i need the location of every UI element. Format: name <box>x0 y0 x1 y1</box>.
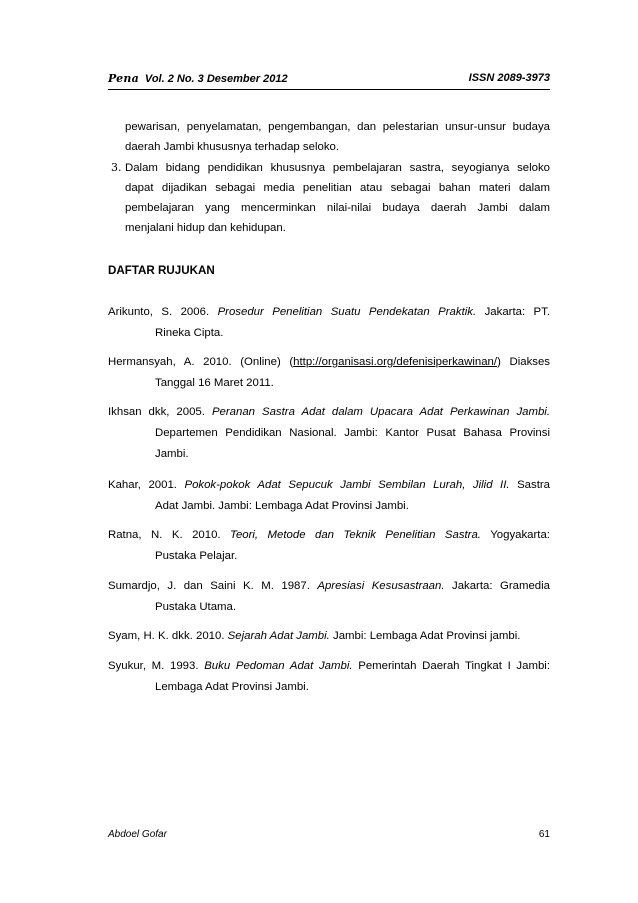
list-number: 3. <box>111 161 122 174</box>
reference-publisher: Jakarta: PT. <box>484 306 551 318</box>
reference-title: Apresiasi Kesusastraan. <box>317 580 445 592</box>
text-line: daerah Jambi khususnya terhadap seloko. <box>125 141 340 153</box>
text-line: dapat dijadikan sebagai media penelitian atau sebagai bahan materi dalam <box>125 182 550 194</box>
reference-title: Pokok-pokok Adat Sepucuk Jambi Sembilan Lurah, Jilid II. <box>184 479 510 491</box>
reference-line <box>108 352 550 373</box>
reference-author: Sumardjo, J. dan Saini K. M. 1987. <box>108 580 310 592</box>
reference-entry <box>108 576 550 618</box>
reference-title: Peranan Sastra Adat dalam Upacara Adat Perkawinan Jambi. <box>211 406 550 418</box>
footer-author: Abdoel Gofar <box>108 829 167 840</box>
reference-author: Syam, H. K. dkk. 2010. <box>108 630 225 642</box>
reference-publisher: Sastra <box>517 479 550 491</box>
references-heading: DAFTAR RUJUKAN <box>108 264 215 277</box>
reference-line <box>108 302 550 323</box>
reference-line <box>108 402 550 423</box>
reference-entry <box>108 626 550 647</box>
header-rule <box>108 89 550 90</box>
reference-entry <box>108 525 550 567</box>
reference-line <box>108 656 550 677</box>
reference-continuation: Jambi. <box>155 448 189 460</box>
reference-line <box>108 626 550 647</box>
reference-title: Teori, Metode dan Teknik Penelitian Sastra. <box>230 529 481 541</box>
reference-continuation: Rineka Cipta. <box>155 327 224 339</box>
list-item-3 <box>125 158 550 238</box>
text-line: Dalam bidang pendidikan khususnya pembelajaran sastra, seyogianya seloko <box>125 162 550 174</box>
reference-continuation: Pustaka Pelajar. <box>155 550 238 562</box>
reference-author: Hermansyah, A. 2010. (Online) ( <box>108 356 294 368</box>
reference-publisher: Jambi: Lembaga Adat Provinsi jambi. <box>333 630 521 642</box>
reference-line <box>108 576 550 597</box>
reference-author: Ikhsan dkk, 2005. <box>108 406 205 418</box>
reference-publisher: Pemerintah Daerah Tingkat I Jambi: <box>358 660 550 672</box>
reference-entry <box>108 656 550 698</box>
reference-continuation: Lembaga Adat Provinsi Jambi. <box>155 681 309 693</box>
reference-line <box>108 525 550 546</box>
running-header <box>108 72 550 88</box>
reference-entry <box>108 302 550 344</box>
intro-continuation <box>125 117 550 157</box>
journal-volume: Vol. 2 No. 3 Desember 2012 <box>144 73 288 85</box>
reference-continuation: Adat Jambi. Jambi: Lembaga Adat Provinsi Jambi. <box>155 500 409 512</box>
text-line: pewarisan, penyelamatan, pengembangan, dan pelestarian unsur-unsur budaya <box>125 121 550 133</box>
reference-publisher: ) Diakses <box>497 356 550 368</box>
text-line: menjalani hidup dan kehidupan. <box>125 222 286 234</box>
reference-author: Ratna, N. K. 2010. <box>108 529 221 541</box>
reference-entry <box>108 475 550 517</box>
journal-issn: ISSN 2089-3973 <box>468 72 550 84</box>
text-line: pembelajaran yang mencerminkan nilai-nilai budaya daerah Jambi dalam <box>125 202 550 214</box>
reference-title: Sejarah Adat Jambi. <box>227 630 330 642</box>
reference-author: Kahar, 2001. <box>108 479 177 491</box>
reference-link[interactable]: http://organisasi.org/defenisiperkawinan/ <box>293 356 498 368</box>
reference-continuation: Tanggal 16 Maret 2011. <box>155 377 274 389</box>
reference-publisher: Yogyakarta: <box>490 529 550 541</box>
reference-entry <box>108 402 550 465</box>
reference-title: Buku Pedoman Adat Jambi. <box>204 660 353 672</box>
journal-logo: Pena <box>108 72 139 85</box>
reference-continuation: Departemen Pendidikan Nasional. Jambi: Kantor Pusat Bahasa Provinsi <box>155 427 550 439</box>
reference-title: Prosedur Penelitian Suatu Pendekatan Praktik. <box>217 306 477 318</box>
reference-author: Syukur, M. 1993. <box>108 660 199 672</box>
reference-line <box>108 475 550 496</box>
reference-author: Arikunto, S. 2006. <box>108 306 210 318</box>
reference-continuation: Pustaka Utama. <box>155 601 237 613</box>
reference-publisher: Jakarta: Gramedia <box>452 580 551 592</box>
reference-entry <box>108 352 550 394</box>
page-number: 61 <box>538 829 550 840</box>
